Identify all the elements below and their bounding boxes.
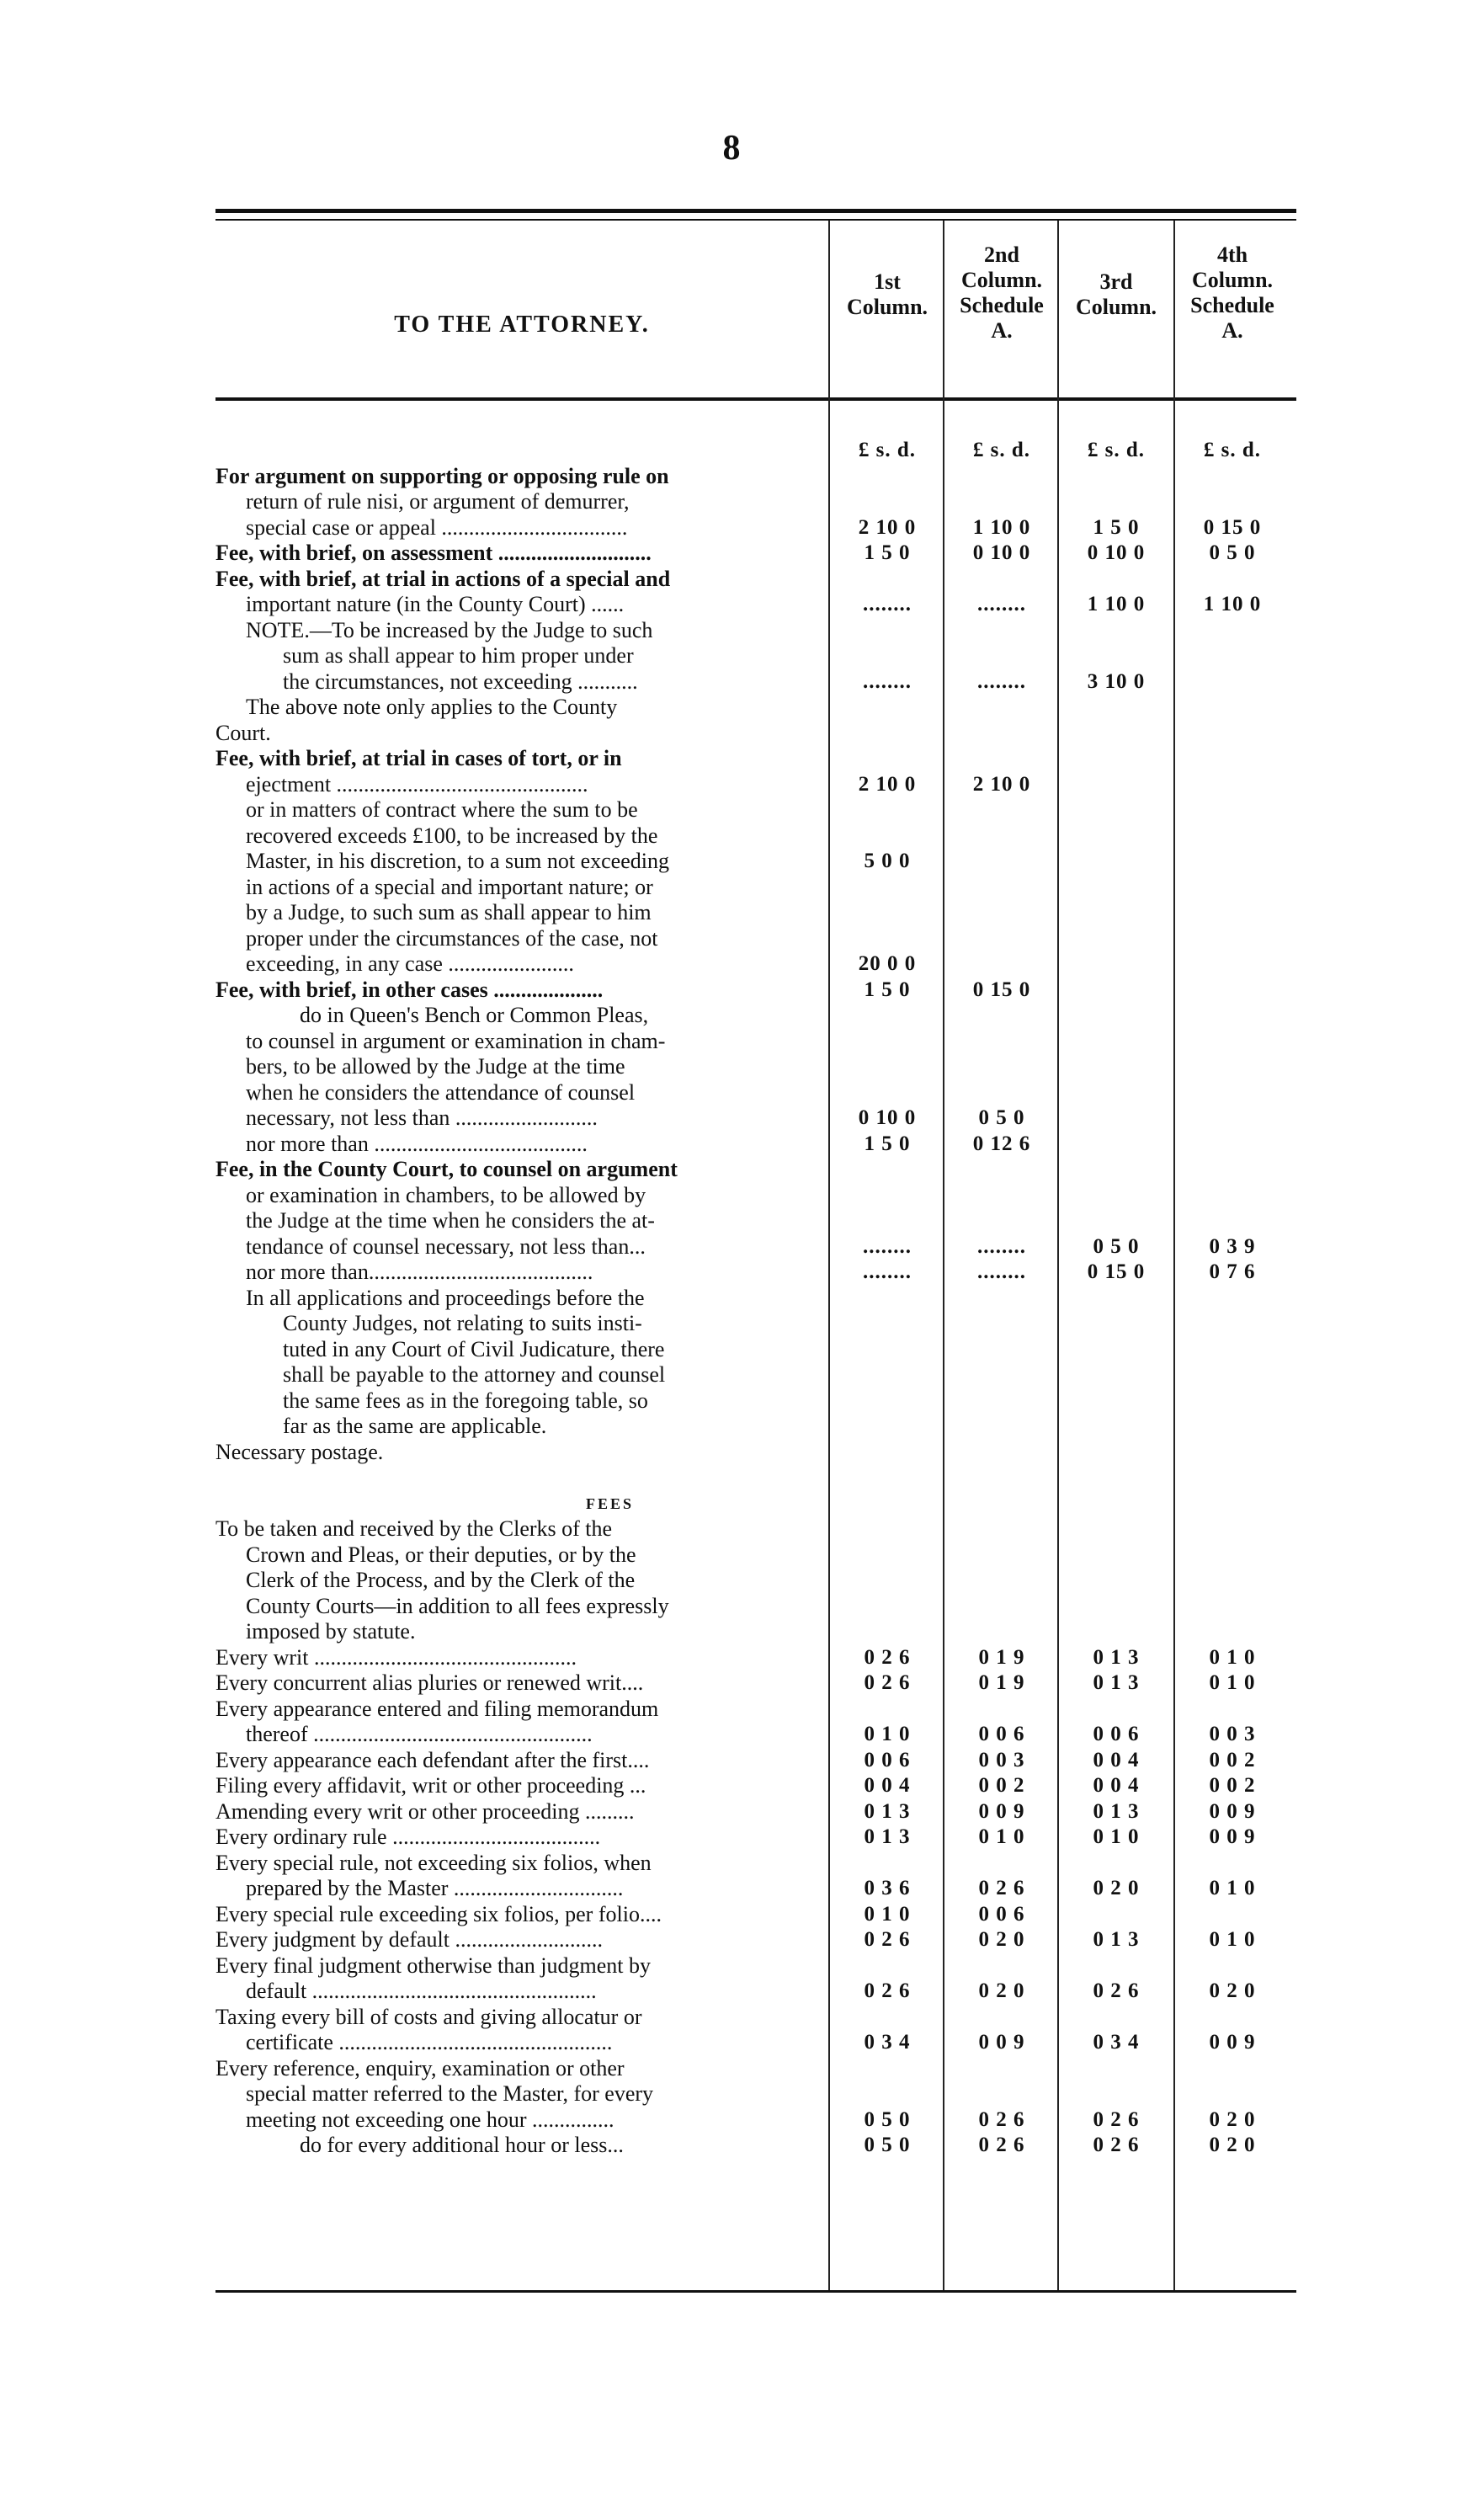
table-row xyxy=(215,1465,1296,1490)
fee-column-1: 0 2 6 xyxy=(864,1928,911,1951)
row-description: nor more than......................................... xyxy=(246,1260,593,1284)
table-row xyxy=(215,2030,1296,2055)
fee-column-1: ........ xyxy=(863,670,912,693)
row-description: or examination in chambers, to be allowed by xyxy=(246,1183,646,1207)
fee-column-2: 0 1 0 xyxy=(978,1825,1025,1848)
row-description: the same fees as in the foregoing table, so xyxy=(283,1388,648,1413)
top-rule xyxy=(215,209,1296,213)
table-row xyxy=(215,1208,1296,1233)
fee-column-3: 1 10 0 xyxy=(1087,593,1146,615)
fee-column-2: 0 2 6 xyxy=(978,1877,1025,1899)
row-description: In all applications and proceedings before the xyxy=(246,1286,645,1310)
table-row xyxy=(215,900,1296,925)
table-row xyxy=(215,951,1296,977)
fee-column-4: 0 7 6 xyxy=(1209,1260,1256,1283)
row-description: Necessary postage. xyxy=(215,1440,384,1464)
fee-column-2: 0 10 0 xyxy=(972,541,1031,564)
table-row xyxy=(215,1362,1296,1388)
table-row xyxy=(215,1234,1296,1260)
fee-column-2: ........ xyxy=(977,1235,1026,1258)
fee-column-1: 2 10 0 xyxy=(858,773,917,796)
fee-column-2: 0 1 9 xyxy=(978,1646,1025,1669)
fee-column-3: 0 0 4 xyxy=(1093,1749,1140,1771)
table-row xyxy=(215,1029,1296,1054)
section-title: TO THE ATTORNEY. xyxy=(394,312,650,338)
row-description: Master, in his discretion, to a sum not exceeding xyxy=(246,849,669,873)
table-row xyxy=(215,1670,1296,1696)
row-description: Crown and Pleas, or their deputies, or by the xyxy=(246,1542,636,1567)
row-description: shall be payable to the attorney and counsel xyxy=(283,1362,666,1387)
row-description: Taxing every bill of costs and giving allocatur or xyxy=(215,2005,642,2029)
fee-column-1: 0 1 3 xyxy=(864,1800,911,1823)
fee-column-2: 0 0 9 xyxy=(978,2031,1025,2054)
table-row xyxy=(215,1080,1296,1105)
fee-column-2: 0 2 0 xyxy=(978,1928,1025,1951)
row-description: Every concurrent alias pluries or renewed writ.... xyxy=(215,1670,644,1695)
row-description: tuted in any Court of Civil Judicature, there xyxy=(283,1337,665,1361)
table-row xyxy=(215,1568,1296,1593)
table-row xyxy=(215,1003,1296,1028)
fee-column-1: 2 10 0 xyxy=(858,516,917,539)
row-description: Fee, in the County Court, to counsel on argument xyxy=(215,1157,678,1181)
column-header-4 xyxy=(1177,242,1288,344)
table-row xyxy=(215,1542,1296,1568)
row-description: return of rule nisi, or argument of demurrer, xyxy=(246,489,630,514)
row-description: necessary, not less than .......................... xyxy=(246,1105,598,1130)
fee-column-2: 0 0 2 xyxy=(978,1774,1025,1797)
table-row xyxy=(215,1799,1296,1825)
top-rule-thin xyxy=(215,219,1296,221)
table-row xyxy=(215,1286,1296,1311)
fee-column-4: 0 1 0 xyxy=(1209,1671,1256,1694)
table-row xyxy=(215,464,1296,489)
column-header-line: A. xyxy=(991,318,1013,343)
row-description: imposed by statute. xyxy=(246,1619,416,1644)
row-description: Every writ ................................................ xyxy=(215,1645,577,1670)
fee-column-3: 0 1 3 xyxy=(1093,1646,1140,1669)
table-row xyxy=(215,1902,1296,1927)
header-rule xyxy=(215,397,1296,401)
row-description: Every ordinary rule ...................................... xyxy=(215,1825,601,1849)
column-header-line: Column. xyxy=(960,268,1043,292)
fee-column-4: 0 2 0 xyxy=(1209,1979,1256,2002)
fee-column-3: 0 5 0 xyxy=(1093,1235,1140,1258)
table-row xyxy=(215,1851,1296,1876)
fee-column-1: 0 1 0 xyxy=(864,1903,911,1926)
row-description: County Judges, not relating to suits insti- xyxy=(283,1311,642,1335)
row-description: the Judge at the time when he considers the at- xyxy=(246,1208,655,1233)
fee-column-3: 0 3 4 xyxy=(1093,2031,1140,2054)
table-row xyxy=(215,592,1296,617)
row-description: exceeding, in any case ....................... xyxy=(246,951,574,976)
fee-column-3: 0 1 3 xyxy=(1093,1928,1140,1951)
table-row xyxy=(215,1516,1296,1542)
row-description: Every appearance entered and filing memorandum xyxy=(215,1697,659,1721)
row-description: meeting not exceeding one hour ............... xyxy=(246,2107,614,2132)
fee-column-4: 0 2 0 xyxy=(1209,2108,1256,2131)
table-row xyxy=(215,746,1296,771)
row-description: bers, to be allowed by the Judge at the time xyxy=(246,1054,625,1079)
fee-column-1: 0 0 6 xyxy=(864,1749,911,1771)
row-description: NOTE.—To be increased by the Judge to such xyxy=(246,618,653,642)
fee-column-3: 0 10 0 xyxy=(1087,541,1146,564)
row-description: Clerk of the Process, and by the Clerk of the xyxy=(246,1568,636,1592)
table-row xyxy=(215,1645,1296,1670)
row-description: default .................................................... xyxy=(246,1979,597,2003)
fee-column-3: 0 0 6 xyxy=(1093,1723,1140,1745)
fee-column-2: 0 0 3 xyxy=(978,1749,1025,1771)
fee-column-2: ........ xyxy=(977,593,1026,615)
fee-column-2: 0 0 9 xyxy=(978,1800,1025,1823)
fee-column-1: 0 3 6 xyxy=(864,1877,911,1899)
table-row xyxy=(215,1157,1296,1182)
table-row xyxy=(215,618,1296,643)
table-row xyxy=(215,1183,1296,1208)
row-description: To be taken and received by the Clerks of the xyxy=(215,1516,613,1541)
fee-column-2: 0 5 0 xyxy=(978,1106,1025,1129)
table-row xyxy=(215,489,1296,514)
table-row xyxy=(215,2107,1296,2133)
table-row xyxy=(215,695,1296,720)
fee-column-2: 0 0 6 xyxy=(978,1903,1025,1926)
row-description: nor more than ....................................... xyxy=(246,1132,588,1156)
row-description: important nature (in the County Court) ...... xyxy=(246,592,625,616)
fee-column-3: 0 1 0 xyxy=(1093,1825,1140,1848)
table-row xyxy=(215,1440,1296,1465)
fee-column-4: 0 5 0 xyxy=(1209,541,1256,564)
fee-column-1: 0 1 3 xyxy=(864,1825,911,1848)
fee-column-3: 0 2 6 xyxy=(1093,1979,1140,2002)
row-description: Every judgment by default ........................... xyxy=(215,1927,603,1952)
table-row xyxy=(215,1388,1296,1414)
row-description: or in matters of contract where the sum to be xyxy=(246,797,638,822)
table-row xyxy=(215,978,1296,1003)
table-row xyxy=(215,1876,1296,1901)
column-header-line: Column. xyxy=(846,295,928,319)
row-description: Every appearance each defendant after the first.... xyxy=(215,1748,650,1772)
fee-column-4: 0 15 0 xyxy=(1203,516,1262,539)
table-row xyxy=(215,2005,1296,2030)
fee-column-4: 0 0 2 xyxy=(1209,1774,1256,1797)
column-header-line: A. xyxy=(1221,318,1243,343)
table-row xyxy=(215,2056,1296,2081)
column-header-3 xyxy=(1061,269,1172,320)
fee-column-3: £ s. d. xyxy=(1087,439,1146,461)
column-header-line: Schedule xyxy=(960,293,1044,317)
fee-column-1: 0 0 4 xyxy=(864,1774,911,1797)
fee-column-2: 1 10 0 xyxy=(972,516,1031,539)
fee-column-1: 0 10 0 xyxy=(858,1106,917,1129)
section-heading: FEES xyxy=(586,1495,635,1512)
row-description: Fee, with brief, in other cases .................... xyxy=(215,978,604,1002)
row-description: Every special rule exceeding six folios, per folio.... xyxy=(215,1902,662,1926)
table-row xyxy=(215,2081,1296,2107)
column-header-line: Schedule xyxy=(1190,293,1274,317)
row-description: the circumstances, not exceeding ........... xyxy=(283,669,638,694)
fee-column-1: 0 2 6 xyxy=(864,1646,911,1669)
fee-column-4: 0 2 0 xyxy=(1209,2134,1256,2156)
row-description: Filing every affidavit, writ or other proceeding ... xyxy=(215,1773,646,1798)
fee-column-1: 0 2 6 xyxy=(864,1979,911,2002)
fee-column-4: 0 1 0 xyxy=(1209,1928,1256,1951)
fee-column-2: 0 2 0 xyxy=(978,1979,1025,2002)
fee-column-3: 3 10 0 xyxy=(1087,670,1146,693)
table-row xyxy=(215,1927,1296,1953)
table-row xyxy=(215,1748,1296,1773)
fee-column-4: 0 0 9 xyxy=(1209,1800,1256,1823)
fee-column-2: ........ xyxy=(977,1260,1026,1283)
table-row xyxy=(215,1594,1296,1619)
table-row xyxy=(215,515,1296,541)
column-header-line: 1st xyxy=(874,269,901,294)
fee-column-1: 1 5 0 xyxy=(864,978,911,1001)
fee-column-4: 0 1 0 xyxy=(1209,1646,1256,1669)
row-description: special case or appeal .................................. xyxy=(246,515,628,540)
table-row xyxy=(215,1337,1296,1362)
fee-column-2: £ s. d. xyxy=(972,439,1031,461)
fee-column-2: 0 2 6 xyxy=(978,2134,1025,2156)
row-description: in actions of a special and important nature; or xyxy=(246,875,653,899)
row-description: The above note only applies to the County xyxy=(246,695,618,719)
column-header-2 xyxy=(946,242,1057,344)
fee-column-3: 0 2 6 xyxy=(1093,2108,1140,2131)
fee-column-3: 0 2 0 xyxy=(1093,1877,1140,1899)
table-row xyxy=(215,1722,1296,1747)
table-row xyxy=(215,669,1296,695)
column-header-line: 3rd xyxy=(1099,269,1133,294)
fee-column-1: 0 5 0 xyxy=(864,2108,911,2131)
fee-column-3: 1 5 0 xyxy=(1093,516,1140,539)
fee-column-1: 20 0 0 xyxy=(858,952,917,975)
column-header-1 xyxy=(832,269,943,320)
table-row xyxy=(215,875,1296,900)
fee-column-4: 0 0 9 xyxy=(1209,2031,1256,2054)
fee-column-1: 0 5 0 xyxy=(864,2134,911,2156)
table-row xyxy=(215,1825,1296,1850)
fee-column-3: 0 0 4 xyxy=(1093,1774,1140,1797)
table-row xyxy=(215,772,1296,797)
row-description: thereof ................................................... xyxy=(246,1722,593,1746)
table-row xyxy=(215,1054,1296,1079)
row-description: ejectment .............................................. xyxy=(246,772,588,796)
fee-column-1: ........ xyxy=(863,1260,912,1283)
table-row xyxy=(215,1260,1296,1285)
fee-column-2: 0 12 6 xyxy=(972,1132,1031,1155)
table-row xyxy=(215,1311,1296,1336)
table-row xyxy=(215,567,1296,592)
fee-column-2: 0 0 6 xyxy=(978,1723,1025,1745)
column-header-line: 4th xyxy=(1216,242,1248,267)
table-row xyxy=(215,541,1296,566)
bottom-rule xyxy=(215,2290,1296,2293)
fee-column-3: 0 1 3 xyxy=(1093,1671,1140,1694)
row-description: by a Judge, to such sum as shall appear to him xyxy=(246,900,652,924)
fee-column-4: 0 3 9 xyxy=(1209,1235,1256,1258)
row-description: sum as shall appear to him proper under xyxy=(283,643,634,668)
fee-column-2: 0 1 9 xyxy=(978,1671,1025,1694)
table-row xyxy=(215,643,1296,669)
column-header-line: Column. xyxy=(1191,268,1274,292)
fee-column-1: 1 5 0 xyxy=(864,541,911,564)
table-row xyxy=(215,797,1296,823)
table-row xyxy=(215,1979,1296,2004)
row-description: certificate .................................................. xyxy=(246,2030,613,2054)
fee-column-1: ........ xyxy=(863,1235,912,1258)
table-row xyxy=(215,1105,1296,1131)
fee-column-4: 0 0 3 xyxy=(1209,1723,1256,1745)
fee-column-1: 0 3 4 xyxy=(864,2031,911,2054)
fee-column-2: 2 10 0 xyxy=(972,773,1031,796)
row-description: to counsel in argument or examination in cham- xyxy=(246,1029,666,1053)
fee-column-1: 5 0 0 xyxy=(864,850,911,872)
table-row xyxy=(215,2133,1296,2158)
row-description: Fee, with brief, on assessment ............................ xyxy=(215,541,652,565)
page-number: 8 xyxy=(722,129,741,168)
table-row xyxy=(215,1953,1296,1979)
table-row xyxy=(215,438,1296,463)
row-description: proper under the circumstances of the case, not xyxy=(246,926,658,951)
table-row xyxy=(215,1697,1296,1722)
table-row xyxy=(215,1132,1296,1157)
row-description: far as the same are applicable. xyxy=(283,1414,547,1438)
fee-column-1: ........ xyxy=(863,593,912,615)
fee-column-1: 1 5 0 xyxy=(864,1132,911,1155)
row-description: Fee, with brief, at trial in actions of a special and xyxy=(215,567,671,591)
fee-column-3: 0 15 0 xyxy=(1087,1260,1146,1283)
row-description: special matter referred to the Master, for every xyxy=(246,2081,654,2106)
fee-column-2: 0 15 0 xyxy=(972,978,1031,1001)
row-description: Fee, with brief, at trial in cases of tort, or in xyxy=(215,746,622,770)
row-description: tendance of counsel necessary, not less than... xyxy=(246,1234,646,1259)
column-header-line: 2nd xyxy=(984,242,1019,267)
column-header-line: Column. xyxy=(1075,295,1157,319)
row-description: prepared by the Master ............................... xyxy=(246,1876,624,1900)
row-description: Every final judgment otherwise than judgment by xyxy=(215,1953,651,1978)
fee-column-1: £ s. d. xyxy=(858,439,917,461)
fee-column-4: 1 10 0 xyxy=(1203,593,1262,615)
table-row xyxy=(215,849,1296,874)
table-row xyxy=(215,926,1296,951)
fee-column-4: 0 0 9 xyxy=(1209,1825,1256,1848)
fee-column-1: 0 1 0 xyxy=(864,1723,911,1745)
table-row xyxy=(215,1491,1296,1516)
fee-column-3: 0 2 6 xyxy=(1093,2134,1140,2156)
fee-column-4: 0 0 2 xyxy=(1209,1749,1256,1771)
row-description: recovered exceeds £100, to be increased by the xyxy=(246,823,658,848)
row-description: Every special rule, not exceeding six folios, when xyxy=(215,1851,652,1875)
row-description: when he considers the attendance of counsel xyxy=(246,1080,636,1105)
table-row xyxy=(215,1414,1296,1439)
row-description: County Courts—in addition to all fees expressly xyxy=(246,1594,669,1618)
row-description: do in Queen's Bench or Common Pleas, xyxy=(300,1003,649,1027)
row-description: Court. xyxy=(215,721,271,745)
table-row xyxy=(215,721,1296,746)
table-row xyxy=(215,823,1296,849)
fee-column-2: 0 2 6 xyxy=(978,2108,1025,2131)
fee-column-4: 0 1 0 xyxy=(1209,1877,1256,1899)
fee-column-1: 0 2 6 xyxy=(864,1671,911,1694)
fee-column-4: £ s. d. xyxy=(1203,439,1262,461)
fee-column-2: ........ xyxy=(977,670,1026,693)
table-row xyxy=(215,1619,1296,1644)
row-description: Amending every writ or other proceeding ......... xyxy=(215,1799,635,1824)
row-description: do for every additional hour or less... xyxy=(300,2133,624,2157)
row-description: For argument on supporting or opposing rule on xyxy=(215,464,669,488)
row-description: Every reference, enquiry, examination or other xyxy=(215,2056,625,2080)
table-row xyxy=(215,1773,1296,1798)
fee-column-3: 0 1 3 xyxy=(1093,1800,1140,1823)
